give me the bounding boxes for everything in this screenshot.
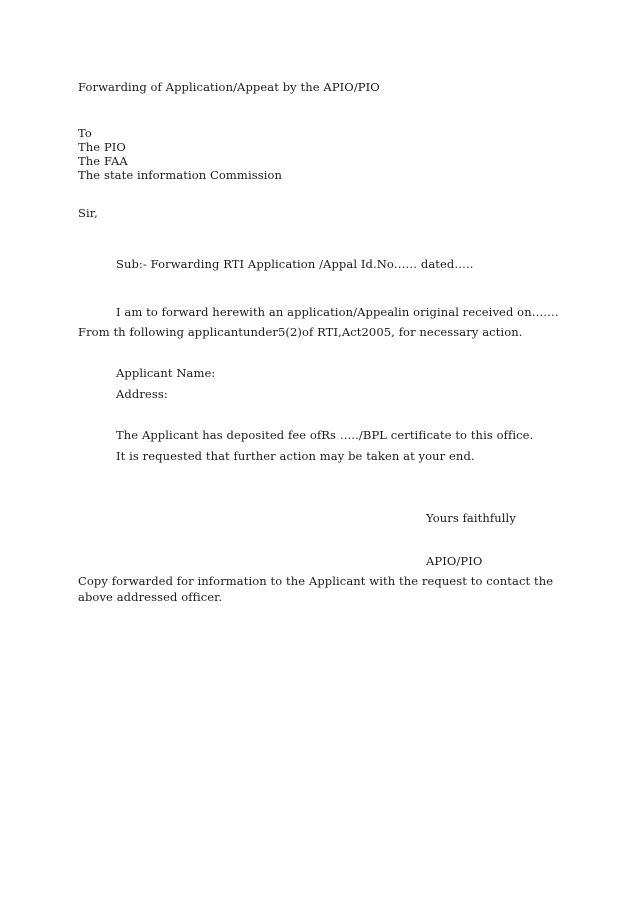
body-para1-line2: From th following applicantunder5(2)of RTI,Act2005, for necessary action.	[78, 325, 523, 339]
recipient-to: To	[78, 126, 92, 140]
recipient-faa: The FAA	[78, 154, 128, 168]
address-label: Address:	[116, 387, 168, 401]
body-para2-line1: The Applicant has deposited fee ofRs …../BPL certificate to this office.	[116, 428, 534, 442]
body-para1-line1: I am to forward herewith an application/Appealin original received on…….	[116, 305, 559, 319]
salutation: Sir,	[78, 206, 98, 220]
letter-heading: Forwarding of Application/Appeat by the APIO/PIO	[78, 80, 380, 94]
closing-yours-faithfully: Yours faithfully	[426, 511, 516, 525]
body-para2-line2: It is requested that further action may be taken at your end.	[116, 449, 475, 463]
copy-note-line2: above addressed officer.	[78, 590, 223, 604]
signatory: APIO/PIO	[426, 554, 483, 568]
recipient-pio: The PIO	[78, 140, 126, 154]
subject-line: Sub:- Forwarding RTI Application /Appal Id.No…… dated…..	[116, 257, 474, 271]
recipient-commission: The state information Commission	[78, 168, 283, 182]
copy-note-line1: Copy forwarded for information to the Applicant with the request to contact the	[78, 574, 554, 588]
applicant-name-label: Applicant Name:	[116, 366, 216, 380]
